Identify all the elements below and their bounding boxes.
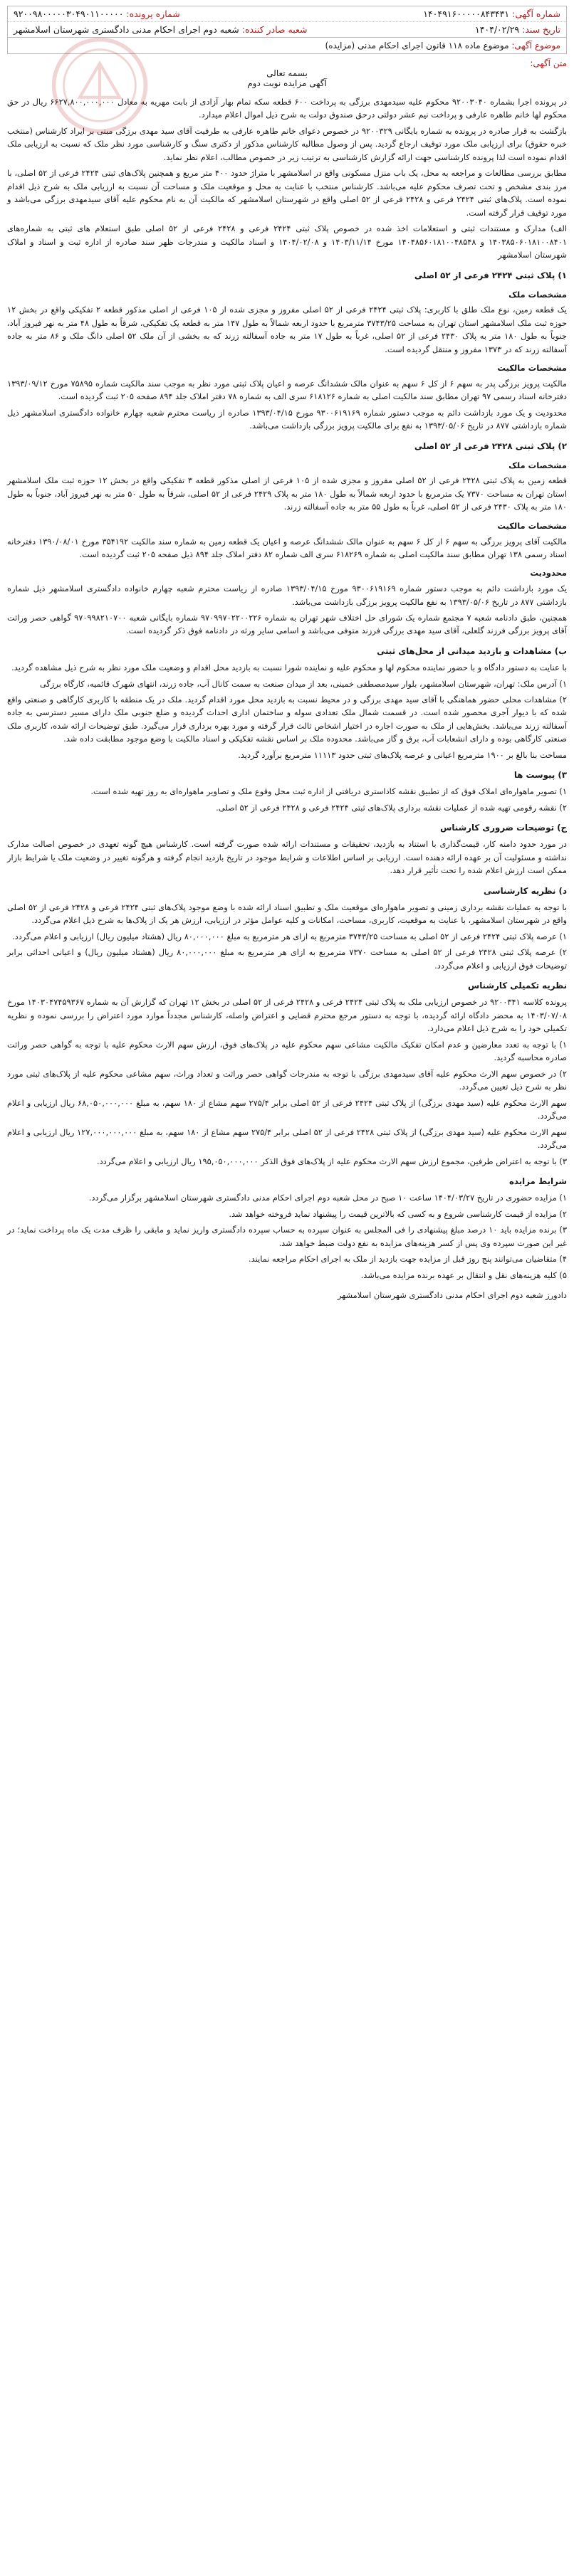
header-row-numbers [8,6,566,21]
text-label: متن آگهی: [530,58,567,68]
section-heading: ۲) پلاک ثبتی ۲۴۲۸ فرعی از ۵۲ اصلی [414,440,567,451]
paragraph: مالکیت پرویز برزگی پدر به سهم ۶ از کل ۶ سهم به عنوان مالک ششدانگ عرصه و اعیان پلاک ثبتی مورد نظر به موجب سند مالکیت شماره ۷۵۸۹۵ مورخ ۱۳۹۳/۰۹/۱۲ دفترخانه اسناد رسمی ۹۷ تهران مطابق سند مالکیت اصلی به شماره ۶۱۸۱۲۶ سری الف به شماره ۷۸ دفتر املاک جلد ۸۹۴ صفحه ۲۰۵ ثبت گردیده است. [7,378,567,402]
subsection-heading: مشخصات مالکیت [497,520,567,531]
signature: دادورز شعبه دوم اجرای احکام مدنی دادگستری شهرستان اسلامشهر [337,1290,567,1300]
paragraph: مالکیت آقای پرویز برزگی به سهم ۶ از کل ۶ سهم به عنوان مالک ششدانگ عرصه و اعیان یک قطعه زمین به شماره سند مالکیت ۳۵۴۱۹۲ مورخ ۱۳۹۰/۰۸/۰۱ دفترخانه اسناد رسمی ۱۳۸ تهران مطابق سند مالکیت اصلی به شماره ۶۱۸۲۶۹ سری الف شماره ۸۲ دفتر املاک جلد ۸۹۴ ذیل صفحه ۲۰۵ ثبت گردیده است. [7,536,567,559]
paragraph: قطعه زمین به پلاک ثبتی ۲۴۲۸ فرعی از ۵۲ اصلی مفروز و مجزی شده از ۱۰۵ فرعی از اصلی مذکور قطعه ۳ تفکیکی واقع در بخش ۱۲ حوزه ثبت ملک اسلامشهر استان تهران به مساحت ۷۳۷۰ یک مترمربع با حدود اربعه شمالاً به طول ۱۸۰ متر به پلاک ۲۴۲۹ فرعی از ۵۲ اصلی، شرقاً به طول ۵۰ متر به نهر فیروز آباد، جنوباً به طول ۱۸۰ متر به پلاک ۲۴۳۰ فرعی از ۵۲ اصلی، غرباً به طول ۵۵ متر به جاده آسفالته زرند. [7,475,567,512]
section-heading: ب) مشاهدات و بازدید میدانی از محل‌های ثبتی [377,645,567,656]
paragraph: ۲) نقشه رقومی تهیه شده از عملیات نقشه برداری پلاک‌های ثبتی ۲۴۲۴ فرعی و ۲۴۲۸ فرعی از ۵۲ اصلی. [216,802,567,813]
auction-condition: ۱) مزایده حضوری در تاریخ ۱۴۰۴/۰۳/۲۷ ساعت ۱۰ صبح در محل شعبه دوم اجرای احکام مدنی دادگستری شهرستان اسلامشهر برگزار می‌گردد. [88,1193,567,1203]
section-heading: ۳) پیوست ها [513,770,567,781]
doc-subtitle: آگهی مزایده نوبت دوم [247,78,327,88]
subsection-heading: مشخصات ملک [508,460,567,470]
subject-value: موضوع ماده ۱۱۸ قانون اجرای احکام مدنی (مزایده) [325,41,509,51]
paragraph: مطابق بررسی مطالعات و مراجعه به محل، یک باب منزل مسکونی واقع در اسلامشهر با متراژ حدود ۴۰۰ متر مربع و همچنین پلاک‌های ثبتی ۲۴۲۴ فرعی از ۵۲ اصلی، با مرز بندی مشخص و تحت تصرف محکوم علیه می‌باشد. کارشناس منتخب با عنایت به محل و موقعیت ملک و مساحت آن نسبت به ارزیابی ملک به شرح ذیل اقدام نموده است. پلاک‌های ثبتی ۲۴۲۴ فرعی و ۲۴۲۸ فرعی از ۵۲ اصلی واقع در شهرستان اسلامشهر که مالکیت آن به نام محکوم علیه آقای سیدمهدی برزگی می‌باشد و مورد توقیف قرار گرفته است. [7,168,568,218]
date-label: تاریخ سند: [522,24,560,35]
notice-body [7,95,567,1302]
paragraph: پرونده کلاسه ۹۲۰۰۳۴۱ در خصوص ارزیابی ملک به پلاک ثبتی ۲۴۲۴ فرعی و ۲۴۲۸ فرعی از ۵۲ اصلی در بخش ۱۲ تهران که گزارش آن به شماره ۱۴۰۳۰۴۷۴۵۹۳۶۷ مورخ ۱۴۰۳/۰۷/۰۸ به محضر دادگاه ارائه گردیده، با توجه به دستور مرجع محترم قضایی و اعتراض واصله، کارشناس مجدداً موارد مورد اعتراض را بررسی نموده و نظریه تکمیلی خود را به شرح ذیل اعلام می‌دارد. [7,997,567,1034]
notice-page [7,0,567,1302]
section-heading: ۱) پلاک ثبتی ۲۴۲۴ فرعی از ۵۲ اصلی [414,270,567,280]
paragraph: مساحت بنا بالغ بر ۱۹۰۰ مترمربع اعیانی و عرصه پلاک‌های ثبتی حدود ۱۱۱۱۳ مترمربع برآورد گردید. [238,749,567,760]
paragraph: در مورد حدود دامنه کار، قیمت‌گذاری با استناد به بازدید، تحقیقات و مستندات ارائه شده صورت گرفته است. کارشناس هیچ گونه تعهدی در خصوص اصالت مدارک نداشته و مسئولیت آن بر عهده ارائه دهنده است. ارزیابی بر اساس اطلاعات و شرایط موجود در تاریخ بازدید انجام گرفته و هرگونه تغییر در وضعیت ملک یا شرایط بازار ممکن است ارزش اعلام شده را تحت تأثیر قرار دهد. [7,839,567,876]
paragraph: ۱) عرصه پلاک ثبتی ۲۴۲۴ فرعی از ۵۲ اصلی به مساحت ۳۷۴۳/۲۵ مترمربع به ازای هر مترمربع به مبلغ ۸۰,۰۰۰,۰۰۰ ریال (هشتاد میلیون ریال) ارزیابی و اعلام می‌گردد. [12,931,567,941]
auction-condition: ۴) متقاضیان می‌توانند پنج روز قبل از مزایده جهت بازدید از ملک به اجرای احکام مراجعه نمایند. [249,1254,567,1265]
auction-condition: ۵) کلیه هزینه‌های نقل و انتقال بر عهده برنده مزایده می‌باشد. [360,1269,567,1280]
doc-title: بسمه تعالی [266,68,308,78]
paragraph: ۲) عرصه پلاک ثبتی ۲۴۲۸ فرعی از ۵۲ اصلی به مساحت ۷۳۷۰ مترمربع به ازای هر مترمربع به مبلغ ۸۰,۰۰۰,۰۰۰ ریال (هشتاد میلیون ریال) و اعیانی احداثی برابر توضیحات فوق ارزیابی و اعلام می‌گردد. [7,947,567,971]
intro-paragraph: در پرونده اجرا بشماره ۹۲۰۰۳۰۴۰ محکوم علیه سیدمهدی برزگی به پرداخت ۶۰۰ قطعه سکه تمام بهار آزادی از بابت مهریه به معادل ۶۶۲۷,۸۰۰,۰۰۰,۰۰۰ ریال در حق محکوم لها خانم طاهره عارفی و پرداخت نیم عشر دولتی درحق صندوق دولت به شرح ذیل اموال اعلام میدارد. [7,97,568,120]
paragraph: یک مورد بازداشت دائم به موجب دستور شماره ۹۳۰۰۶۱۹۱۶۹ مورخ ۱۳۹۳/۰۴/۱۵ صادره از ریاست محترم شعبه چهارم خانواده دادگستری اسلامشهر ذیل شماره بازداشتی ۸۷۷ در تاریخ ۱۳۹۳/۰۵/۰۶ به نفع مالکیت پرویز برزگی بازداشت می‌باشد. [7,584,568,607]
doc-title-block [7,58,567,88]
section-heading: نظریه تکمیلی کارشناس [467,981,567,991]
paragraph: ۲) در خصوص سهم الارث محکوم علیه آقای سیدمهدی برزگی با توجه به مندرجات گواهی حصر وراثت و تعداد وراث، سهم مشاعی محکوم علیه از پلاک‌های ثبتی مورد نظر به شرح ذیل تعیین می‌گردد. [7,1068,567,1092]
paragraph: محدودیت و یک مورد بازداشت دائم به موجب دستور شماره ۹۳۰۰۶۱۹۱۶۹ مورخ ۱۳۹۳/۰۴/۱۵ صادره از ریاست محترم شعبه چهارم خانواده دادگستری اسلامشهر ذیل شماره بازداشتی ۸۷۷ در تاریخ ۱۳۹۳/۰۵/۰۶ به نفع برای مالکیت پرویز برزگی بازداشت می‌باشد. [7,407,567,431]
subsection-heading: محدودیت [530,568,567,579]
paragraph: یک قطعه زمین، نوع ملک طلق با کاربری: پلاک ثبتی ۲۴۲۴ فرعی از ۵۲ اصلی مفروز و مجزی شده از ۱۰۵ فرعی از اصلی مذکور قطعه ۲ تفکیکی واقع در بخش ۱۲ حوزه ثبت ملک اسلامشهر استان تهران به مساحت ۳۷۴۳/۲۵ مترمربع با حدود اربعه شمالاً به طول ۱۴۷ متر به قطعه یک تفکیکی، شرقاً به طول ۴۸ متر به نهر فیروز آباد، جنوباً به طول ۱۸۰ متر به پلاک ۲۴۳۰ فرعی از ۵۲ اصلی، غرباً به طول ۱۷ متر به جاده آسفالته زرند که به بخشی از آن ملک ۵۲ اصلی دانگ ملک و ۸۶ متر به جاده آسفالته زرند که در ۱۳۷۳ مفروز و منتقل گردیده است. [7,305,567,354]
issuer-label: شعبه صادر کننده: [241,24,308,35]
subsection-heading: مشخصات مالکیت [497,363,567,374]
paragraph: الف) مدارک و مستندات ثبتی و استعلامات اخذ شده در خصوص پلاک ثبتی ۲۴۲۴ فرعی و ۲۴۲۸ فرعی از ۵۲ اصلی طبق استعلام های ثبتی به شماره‌های ۱۴۰۳۸۵۰۶۰۱۸۱۰۰۸۴۰۱ و ۱۴۰۴۸۵۶۰۱۸۱۰۰۴۸۵۴۸ مورخ ۱۴۰۳/۱۱/۱۴ و ۱۴۰۴/۰۲/۰۸ و اسناد مالکیت و مندرجات ظهر سند صادره از اداره ثبت و اسناد و املاک شهرستان اسلامشهر [7,223,567,260]
paragraph: ۱) با توجه به تعدد معارضین و عدم امکان تفکیک مالکیت مشاعی سهم محکوم علیه در پلاک‌های فوق، ارزش سهم الارث محکوم علیه با توجه به گواهی حصر وراثت صادره محاسبه گردید. [7,1039,567,1063]
section-heading: ج) توضیحات ضروری کارشناس [440,823,567,833]
issuer-value: شعبه دوم اجرای احکام مدنی دادگستری شهرستان اسلامشهر [14,24,239,35]
auction-condition: ۳) برنده مزایده باید ۱۰ درصد مبلغ پیشنهادی را فی المجلس به عنوان سپرده به حساب سپرده دادگستری واریز نماید و مابقی را ظرف مدت یک ماه پرداخت نماید؛ در غیر این صورت سپرده وی پس از کسر هزینه‌های مزایده به نفع دولت ضبط خواهد شد. [7,1225,567,1248]
paragraph: با عنایت به دستور دادگاه و با حضور نماینده محکوم لها و محکوم علیه و نماینده شورا نسبت به بازدید محل اقدام و وضعیت ملک مورد نظر به شرح ذیل مشاهده گردید. [11,663,567,673]
subject-label: موضوع آگهی: [511,41,560,51]
paragraph: همچنین، طبق دادنامه شعبه ۷ مجتمع شماره یک شورای حل اختلاف شهر تهران به شماره ۹۷۰۹۹۷۰۲۲۰۰۲۲۶ شماره بایگانی شعبه ۹۷۰۹۹۸۲۱۰۷۰۰ گواهی حصر وراثت آقای پرویز برزگی فرزند گلعلی، آقای سید مهدی برزگی فرزند متوفی می‌باشد و اسامی سایر ورثه در دادنامه فوق ذکر گردیده است. [7,613,567,636]
section-heading: د) نظریه کارشناسی [484,885,567,896]
paragraph: ۱) تصویر ماهواره‌ای املاک فوق که از تطبیق نقشه کاداستری دریافتی از اداره ثبت محل وقوع ملک و تصاویر ماهواره‌ای به روز تهیه شده است. [90,786,567,797]
subsection-heading: مشخصات ملک [508,289,567,300]
paragraph: بازگشت به قرار صادره در پرونده به شماره بایگانی ۹۲۰۰۳۲۹ در خصوص دعوای خانم طاهره عارفی به طرفیت آقای سید مهدی برزگی مبنی بر ایراد کارشناس (منتخب خبره حقوق) برای ارزیابی ملک مورد توقیف ارجاع گردید. پس از وصول مطالبه کارشناس مذکور از دکتری سنگ و کارشناسی مورد نظر ملک که نسبت به ارزیابی ملک اقدام نموده است لذا پرونده کارشناسی جهت ارائه گزارش کارشناسی به ترتیب زیر در خصوص مطالب، اعلام نظر نماید. [7,125,567,162]
date-value: ۱۴۰۴/۰۲/۲۹ [474,24,520,35]
case-number: ۹۲۰۰۹۸۰۰۰۰۰۳۰۴۹۰۱۱۰۰۰۰۰ [14,9,124,19]
header-row-date [8,21,566,37]
paragraph: ۳) با توجه به اعتراض طرفین، مجموع ارزش سهم الارث محکوم علیه از پلاک‌های فوق الذکر ۱۹۵,۰۵۰,۰۰۰,۰۰۰ ریال ارزیابی و اعلام می‌گردد. [96,1156,567,1166]
paragraph: با توجه به عملیات نقشه برداری زمینی و تصویر ماهواره‌ای موقعیت ملک و تطبیق اسناد ارائه شده با وضع موجود پلاک‌های ثبتی ۲۴۲۴ فرعی و ۲۴۲۸ فرعی از ۵۲ اصلی واقع در شهرستان اسلامشهر، با عنایت به موقعیت، کاربری، مساحت، امکانات و کلیه عوامل مؤثر در ارزیابی، ارزش هر یک از پلاک‌ها به شرح ذیل اعلام می‌گردد. [7,902,567,926]
paragraph: ۱) آدرس ملک: تهران، شهرستان اسلامشهر، بلوار سیدمصطفی خمینی، بعد از میدان صنعت به سمت کانال آب، جاده زرند، انتهای شهرک قائمیه، کارگاه برزگی [39,678,567,689]
header-row-subject [8,37,566,53]
paragraph: ۲) مشاهدات محلی حضور هماهنگی با آقای سید مهدی برزگی و در محیط نسبت به بازدید محل مورد اقدام گردید. ملک در یک منطقه با کاربری کارگاهی و صنعتی واقع شده که با دیوار آجری محصور شده است. در قسمت شمال ملک تعدادی سوله و ساختمان اداری احداث گردیده و ضلع جنوبی ملک دارای مسیر دسترسی به جاده آسفالته زرند می‌باشد. بخش‌هایی از ملک به صورت اجاره در اختیار اشخاص ثالث قرار گرفته و مورد بهره برداری قرار می‌گیرد. طبق توضیحات ارائه شده، کاربری ملک صنعتی کارگاهی بوده و دارای انشعابات آب، برق و گاز می‌باشد. محدوده ملک بر اساس نقشه تفکیکی و اسناد مالکیت با وضع موجود مطابقت داده شد. [7,694,567,744]
notice-number: ۱۴۰۴۹۱۶۰۰۰۰۰۸۴۳۴۳۱ [423,9,510,19]
case-number-label: شماره پرونده: [126,9,180,19]
section-heading: شرایط مزایده [508,1176,567,1187]
auction-condition: ۲) مزایده از قیمت کارشناسی شروع و به کسی که بالاترین قیمت را پیشنهاد نماید فروخته خواهد شد. [229,1208,567,1219]
notice-header [7,6,567,54]
paragraph: سهم الارث محکوم علیه (سید مهدی برزگی) از پلاک ثبتی ۲۴۲۴ فرعی از ۵۲ اصلی برابر ۲۷۵/۴ سهم مشاع از ۱۸۰ سهم، به مبلغ ۶۸,۰۵۰,۰۰۰,۰۰۰ ریال ارزیابی و اعلام می‌گردد. [7,1097,568,1121]
paragraph: سهم الارث محکوم علیه (سید مهدی برزگی) از پلاک ثبتی ۲۴۲۸ فرعی از ۵۲ اصلی برابر ۲۷۵/۴ سهم مشاع از ۱۸۰ سهم، به مبلغ ۱۲۷,۰۰۰,۰۰۰,۰۰۰ ریال ارزیابی و اعلام می‌گردد. [7,1126,567,1151]
notice-number-label: شماره آگهی: [512,9,560,19]
